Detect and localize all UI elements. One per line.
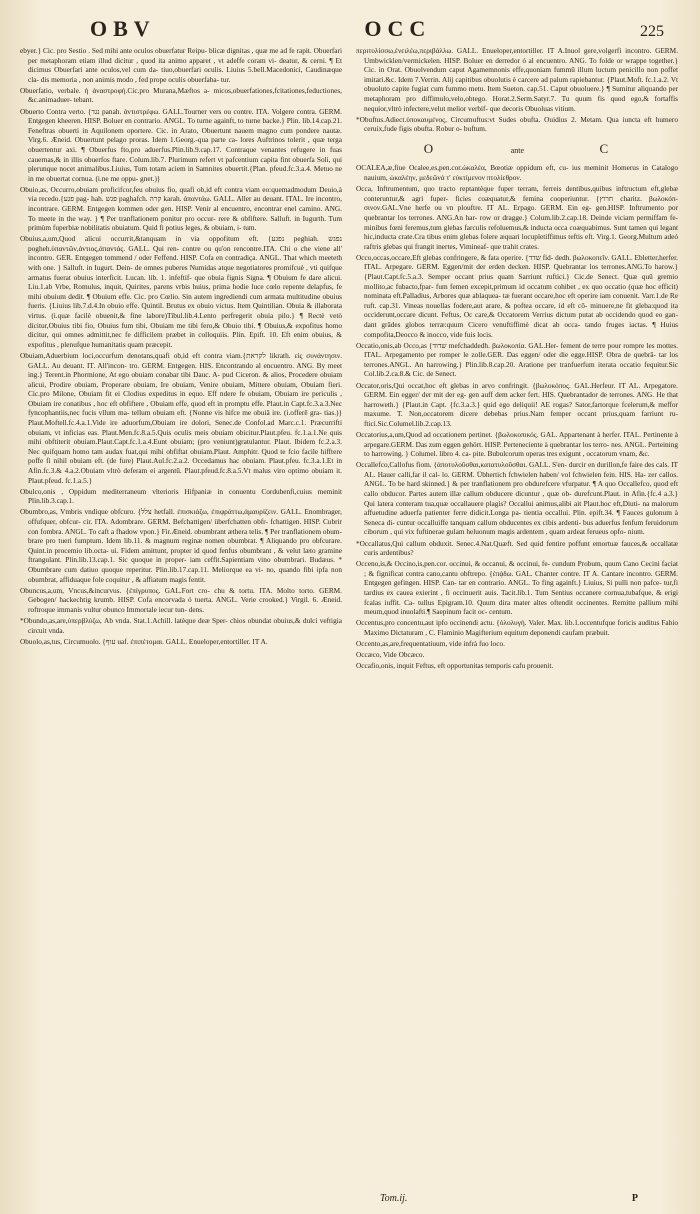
entry-occa: Occa, Inftrumentum, quo tracto reptantèque fuper terram, ferreis dentibus,quibus inftructum eft,glebæ conteruntur,& agri fuper- ficies coæquatur,& femina cooperiuntur. {חרוץ charitz. βωλοκόπ- σινον.GAL.Vne herfe ou vn plouftre. IT AL. Erpago. GERM. Ein eg- gen.HISP. Inftrumento por quebrantar los terrones. ANG.An har- row or dragge.} Colum.lib.2.cap.18. Deinde viciam permiffam fe- minibus fœni feremus,tum glebas farculis refoluemus,& inducta occa coæquabimus. Sunt tamen qui legant hic,inducta crate.Cra tibus enim glebas folere æquari locupletiffimus teftis eft. Virg.1. Georg.Multum adeó raftris glebas qui frangit inertes, Vimineaf- que trahit crates. [356,184,678,251]
entry-occino: Occeno,is,& Occino,is,pen.cor. occinui, & occanui, & occinui, fe- cundum Probum, quum Cano Cecini faciat ; & fignificat contra cano,cantu obftrepo. {ἐπᾴδω. GAL. Chanter contre. IT A. Cantare incontro. GERM. Entgegen gefingen. HISP. Can- tar en contrario. ANGL. To fing againft.} Liuius, Si pulli non pafce- tur,fi tardius ex cauea exierint , fi occinuerit auis. Tacit.lib.1. Tum Sentius occanere cornua,tubafque, & erigi fcalas iuffit. Ca- tullus Epigram.10. Quum dira mater altes oftendit occinentes. Remitte pallium mihi meum,quod inuolafti.¶ Saepinum facit oc- centum. [356,559,678,617]
entry-obuncus: Obuncus,a,um, Vncus,&incurvus. {ἐπίγρυπος. GAL.Fort cro- chu & tortu. ITA. Molto torto. GERM. Gebogen/ hackechtig krumb. HISP. Cofa encorvada ó tuerta. ANGL. Verie crooked.} Virgil. 6. Æneid. roftroque immanis vultur obunco Immortale iecur tun- dens. [20,585,342,614]
entry-obundo: *Obundo,as,are,ὑπερβλύζω, Ab vnda. Stat.1.Achill. latèque deæ Sper- chios obundat obuius,& dulci veftigia circuit vnda. [20,615,342,635]
entry-occatio: Occatio,onis,ab Occo,as {שדוד mefchaddedh. βωλοκοπία. GAL.Her- fement de terre pour rompre les mottes. ITAL. Arpegamento per romper le zolle.GER. Das eggen/ oder die egge.HISP. Obra de quebrā- tar los terrones.ANGL. An harrowing.} Plin.lib.8.cap.20. Aratione per tranfuerfum iterata occatio fequitur.Sic Col.lib.2.ca.8.& Cic. de Senect. [356,340,678,379]
left-column [20,46,342,1186]
entry-obvolvo: Obuolo,as,tus, Circumuolo. {עוף uaf. ἐπιπέτομαι. GALL. Enueloper,entortiller. IT A. [20,636,268,646]
entry-obumbro: Obumbro,as, Vmbris vndique obfcuro. {צלל hetfall. ἐπισκιάζω, ἐπιφράττω,ἀμαυρίζειν. GALL. Enombrager, offufquer, obfcur- cir. ITA. Adombrare. GERM. Befchattigen/ überfchatten obfr- fchattigen. HISP. Cubrir con fombra. ANGL. To caft a fhadow vpon.} Fir.Æneid. obumbrant æthera telis. ¶ Per tranflationem obum- brare pro tueri fumptum. Idem lib.11. & magnum reginæ nomen obumbrat. ¶ Aliquando pro obfcurare. Quint.in procemio lib.octa- ui. Fidem amittunt, propter id quod fenfus obumbrant , & velut læto gramine ftrangulant. Plin.lib.13.cap.1. Sic quoque in proper- iam ceffit.Sapientiam vino obumbrari. Budæus. * Obumbrare cum datiuo quoque reperitur. Plin.lib.17.cap.11. Meliorque ea vi- no, quando fibi ipfa non obumbrat, affiduaque fole coquitur , & affiatum magis fentit. [20,507,342,584]
entry-obvius: Obuius,a,um,Quod alicui occurrit,&tanquam in via oppofitum eft. {נפגע peghiah. נפגש pogheh.ὑπαντῶν,ἀντιος,ἀπαντάς. GALL. Qui ren- contre ou qu'on rencontre.ITA. Chi o che viene all' incontro. GER. Entgegen tommend / oder Feffend. HISP. Cofa en contradiça. ANGL. That which meeteth with one. } Salluft. in Iugurt. Dein- de omnes puberes Numidas atque negotiatores promifcuè , vti quifque armatus fuerat obuius interficit. Lucan. lib. 1. infeftif- que obuia fignis Signa. ¶ Obuium fe dare alicui. Liu.1.ab Vrbe, Romulus, inquit, Quirites, parens vrbis huius, prima hodie luce cœlo repente delapfus, fe mihi obuium dedit. ¶ Obuium effe. Cic. pro Cœlio. Sin autem ingrediendi cum armata multitudine obuius fueris. {Liuius lib.7.d.4.In obuio effe. Quintil. Brutus ex obuio victus. Item Quintilian. Obuia & illaborata virtus. (i.quæ facilè obuenit,& fine labore)Tibul.lib.4.Lento perfregerit obuia pilo.} ¶ Rectè vetò dicitur,Obuius tibi fio, Obuius fum tibi, Obuiam me tibi fero,& Obuio tibi. ¶ Obuius,& expofitus homo dicitur, qui omnes admittit,nec fe difficilem præbet in colloquiis. Plin. Epift. 10. Eft enim obuius, & expofitus , plenufque humanitatis quam præcepit. [20,234,342,349]
entry-obversatio: Obuerfatio, verbale. ἡ ἀναστροφή.Cic.pro Murana,Mæftos a- micos,obuerfationes,fcitationes,feductiones, &c.animaduer- tebant. [20,85,342,105]
running-header [20,16,678,46]
entry-obvio: Obuio,as, Occurro,obuiam proficifcor,feu obuius fio, quafi ob,id eft contra viam eo:quemadmodum Deuio,à via recedo.{פגע pag- hah. פגש paghafch. קרה karah. ἀπαντάω. GALL. Aller au deuant. ITAL. Ire incontro, incontrare. GERM. Entgegen kommen oder gen. HISP. Venir al encuentro, encontrar enel camino. ANG. To meete in the way. } ¶ Per tranflationem ponitur pro occur- rere & obfiftere. Salluft. in Iugurth. Tum primùm fuperbiæ nobilitatis obuiatum. Quid fi potius leges, & obuiam, i- tum. [20,184,342,233]
entry-occaeco: Occæco, Vide Obcæco. [356,650,425,660]
entry-ocalea: OCALEA,æ,fiue Ocalee,es,pen.cor.ὠκαλέα, Bœotiæ oppidum eft, cu- ius meminit Homerus in Catalogo nauium, ὠκαλέην, μεδεῶνά τ' εὐκτίμενον πτολίεθρον. [356,163,678,183]
page-number: 225 [639,23,664,40]
signature-mark: Tom.ij. [380,1193,408,1204]
section-heading [386,140,648,156]
page-footer [20,1193,678,1204]
entry-obviam: Obuiam,Aduerbium loci,occurfum denotans,quafi ob,id eft contra viam.{לקראת likrath. εἰς συνάντησιν. GALL. Au deuant. IT. All'incon- tro. GERM. Entgegen. HIS. Encontrando al encuentro. ANG. By meet ing.} Terent.in Phormione, At ego obuiam conabar tibi Dauc. A- pud Ciceron. & alios, Procedere obuiam alicui, Prodire obuiam, Properare obuiam, Ire obuiam, Venire obuiam, Mittere obuiam, Obuiam fieri. Cic.pro Milone, Obuiam fit ei Clodius expeditus in equo. Eff ndere fe obuiam, Obuiam ire periculis , Obuiam ire conatibus , hoc eft obfiftere , Obuiam effe, quod eft in promptu effe. Plaut.in Capt.fc.3.a.3.Nec fyncophantiis,nec fucis vllum ma- tellum obuiam eft. {Nonne vis hifce me obuiā ire. (i.offerē gra- tias.)} Plaut.Moftell.fc.4.a.1.Vide ire aduorfum,Obuiam ire dolori, Senec.de Confol.ad Marc.c.1. Præcurrifti obuiam, vt inficias eas. Plaut.Men.fc.8.a.5.Quis oculis meis obuiam obicitur.Plaut.pfeu. fc.1.a.1.Ne quis mihi obftiterit obuiam.Plaut.Capt.fc.1.a.4.Eunt obuiam; (pro veniunt)gratulantur. Plaut. Ibidem fc.2.a.3. Nec quifquam homo tam audax fuat,qui mihi obfiftat obuiam.Plaut. Amphitr. Quod te fcio facile hifftere poffe fi nihil obuiam eft. (de fure) Plaut.Aul.fc.2.a.2. Occedamus hac obuiam. Plaut.pfeu. fc.3.a.1.Et in Afin.fc.3.& 4.a.2.Obuiam vltrò deferam ei argentū. Plaut.pfeud.fc.8.a.5.Vt malus viro optimo obuiam it. Plaut.pfeud. fc.1.a.5.} [20,350,342,485]
header-left-word: OBV [90,16,156,41]
entry-obverto: Obuerto Contra verto. {נגד panah. ἀντιστρέφω. GALL.Tourner vers ou contre. ITA. Volgere contra. GERM. Entgegen kheeren. HISP. Boluer en contrario. ANGL. To turne againft, to turne backe.} Plin. lib.14.cap.21. Feneftras obuerti in Aquilonem oportere. Cic. in Arato, Obuertunt nauem magno cum pondere nautæ. Virg.6. Æneid. Obuertunt pelago proras. Idem 1.Georg.-qua parte ca- lores Auftrinos tolerit , quæ terga obuertentur axi. ¶ Obuerfus fto,pro aduerfus.Plin.lib.9.cap.17. Contraque venantes refugere in fuas cauernas,& in illis obuerfos ftare. Colum.lib.7. Plurimum refert vt pafcentium capita fint obuerfa Soli, qui plerunque nocet animalibus.Liuius, Tum totam aciem in Samnites obuertit.{Plan. pfeud.fc.3.a.4. Metuo ne in me obuertat cornua. (i.ne me oppu- gnet.)} [20,106,342,183]
entry-occo: Occo,occas,occare,Eft glebas confringere, & fata operire. {שדד fid- dedh. βωλοκοπεῖν. GALL. Ebletter,herfer. ITAL. Arpegare. GERM. Eggen/mit der erden decken. HISP. Quebrantar los terrones.ANG.To harow.} {Plaut.Capt.fc.5.a.3. Semper occant prius quam Sarriunt ruftici.} Cic.de Senect. Quæ quū gremio mollito,ac fubacto,fpar- fum femen excepit,primum id occatum cohibet , ex quo occatio (quæ hoc efficit) nominata eft.Palladius, Arbores quæ ablaquea- tæ fuerant occare,hoc eft operire iam conuenit. Varr.1.de Re ruft. cap.31. Vineas nouellas fodere,aut arare, & poftea occare, id eft cō- minuere,ne fit gleba:quod ita occiderunt,occare dicunt. Feftus, Oc care,& Occatorem Verrius dictum putat ab occidendo quod eo gan- dant grādes globos terræ:quum Cicero venuftiffimè dicat ab occa- tando fruges iactas. ¶ Huius compofita,Deocco & inocco, vide fuis locis. [356,252,678,339]
entry-occento: Occento,as,are,frequentatiuum, vide infrà fuo loco. [356,638,505,648]
catchword: P [631,1193,638,1204]
entry-occator: Occator,oris,Qui occat,hoc eft glebas in arvo confringit. {βωλοκόπος. GAL.Herfeur. IT AL. Arpegatore. GERM. Ein egger/ der mit der eg- gen auff dem acker fert. HIS. Quebrantador de terrones. ANG. He that harroweth.} {Plaut.in Capt. {fc.3.a.3.} quid ego deliquii! AE rogas? Sator,fartorque fcelerum,& meffor maxume. T. Non,occatorem dicere debebas prius.Nam femper occant prius,quam farriunt ru- ftici.Sic.Columel.lib.2.cap.13. [356,380,678,428]
entry-occasio: Occafio,onis, inquit Feftus, eft opportunitas temporis cafu prouenit. [356,661,554,671]
entry-obvolvo-cont: περιτυλίσσω,ἐνειλέω,περιβάλλω. GALL. Enueloper,entortiller. IT A.Inuol gere,volgerfi incontro. GERM. Umbwicklen/vermickelen. HISP. Boluer en derredor ó al encuentro. ANG. To folde or wrappe together.} Cic. in Orat. Obuolvendum caput Agamemnonis effe,quoniam fummū illum luctum penicillo non poffet imitari.&c. Idem 7.Verrin. Alij capitibus obuolutis è carcere ad palum rapiebantur. {Plaut.Moft. fc.1.a.2. Vt obuoluto capite fugiat cum fummo metu. Item Sueton. cap.51. Caput obuoluere.} ¶ Sumitur aliquando per metaphoram pro diffimulo,velo,obtego. Horat.2.Serm.Satyr.7. Tu quum fis quod ego,& fortaffis nequior,vltrò infectere,velut melior verbif- que decoris Obuoluas vitium. [356,46,678,113]
entry-occentus: Occentus,pro concentu,aut ipfo occinendi actu. {ὀλολυγή. Valer. Max. lib.1.occentufque foricis auditus Fabio Maximo Dictaturam , C. Flaminio Magifterium equitum deponendi caufam præbuit. [356,618,678,637]
entry-occallatus: *Occallatus,Qui callum obduxit. Senec.4.Nat.Quæft. Sed quid fentire poffunt emortuæ fauces,& occallatæ curis ardentibus? [356,538,678,558]
section-letter-c: C [599,140,611,156]
two-column-body [20,46,678,1186]
entry-occallesco: Occallefco,Callofus fiom. {ἀποτυλοῦσθαι,κατατυλοῦσθαι. GALL. S'en- durcir en durillon,fe faire des cals. IT AL. Hauer calli,far il cal- lo. GERM. Übhertich fchwielen haben/ vol fchwielen fein. HIS. Ha- zer callos. ANGL. To be hard skinned.} & per tranflationem pro obdurefcere vfurpatur. ¶ A quo Occallefco, quod eft callo obducor. Partes autem illæ callum obducere dicuntur , quæ ob- durefcunt.Plaut. in Afin.{fc.4 a.3.} Qui latera conteram tua,quæ occallauere plagis? Occallui animus,alibi ait Plaut.hoc eft,Diuti- na malorum affuetudine aduerfa patienter ferre didicit.Longa pa- tientia occallui. Plin. epift.34. ¶ Fauces gulonum à Seneca di- cuntur occalluiffe tanquam callum obducentes ex cibis ardenti- bus aduerfus fenfum feruidorum ciborum , qui vix fuftinerae gulam heluonum magis ardentem , quam ardeat ferueus opfo- nium. [356,460,678,537]
right-column [356,46,678,1186]
entry-obustus: *Obuftus.Adiect.ὑποκαυμένος, Circumuftus:vt Sudes obufta. Ouidius 2. Metam. Qua iuncta eft humero ceruix,fude figis obufta. Robur o- buftum. [356,114,678,134]
entry-obversor: ebyer.} Cic. pro Sestio . Sed mihi ante oculos obuerfatur Reipu- blicæ dignitas , quæ me ad fe rapit. Obuerfari per metaphoram etiam illud dicitur , quod ita animo apparet , vt adeffe coram vi- deatur, & cerni. ¶ Et dicimus Obuerfari ante oculos,vel cum da- tiuo,obuerfari oculis. Liuius 5.bell.Macedonici, Caudinæque cla- dis memoria , non animis modo , fed prope oculis obuerfaba- tur. [20,46,342,84]
entry-occatorius: Occatorius,a,um,Quod ad occationem pertinet. {βωλοκοπικός. GAL. Appartenant à herfer. ITAL. Pertinente à arpegare.GERM. Das zum eggen gehört. HISP. Perteneciente à quebrantar los terro- nes. ANGL. Perteining to harrowing. } Columel. libro 4. ca- pite. Bubulcorum operas tres exigunt , occatorum vnam, &c. [356,429,678,459]
header-right-word: OCC [364,16,432,41]
entry-obulco: Obulco,onis , Oppidum mediterraneum vlterioris Hifpaniæ in conuentu Cordubenfi,cuius meminit Plin.lib.3.cap.1. [20,486,342,506]
section-ante: ante [510,145,525,155]
section-letter-o: O [423,140,436,156]
